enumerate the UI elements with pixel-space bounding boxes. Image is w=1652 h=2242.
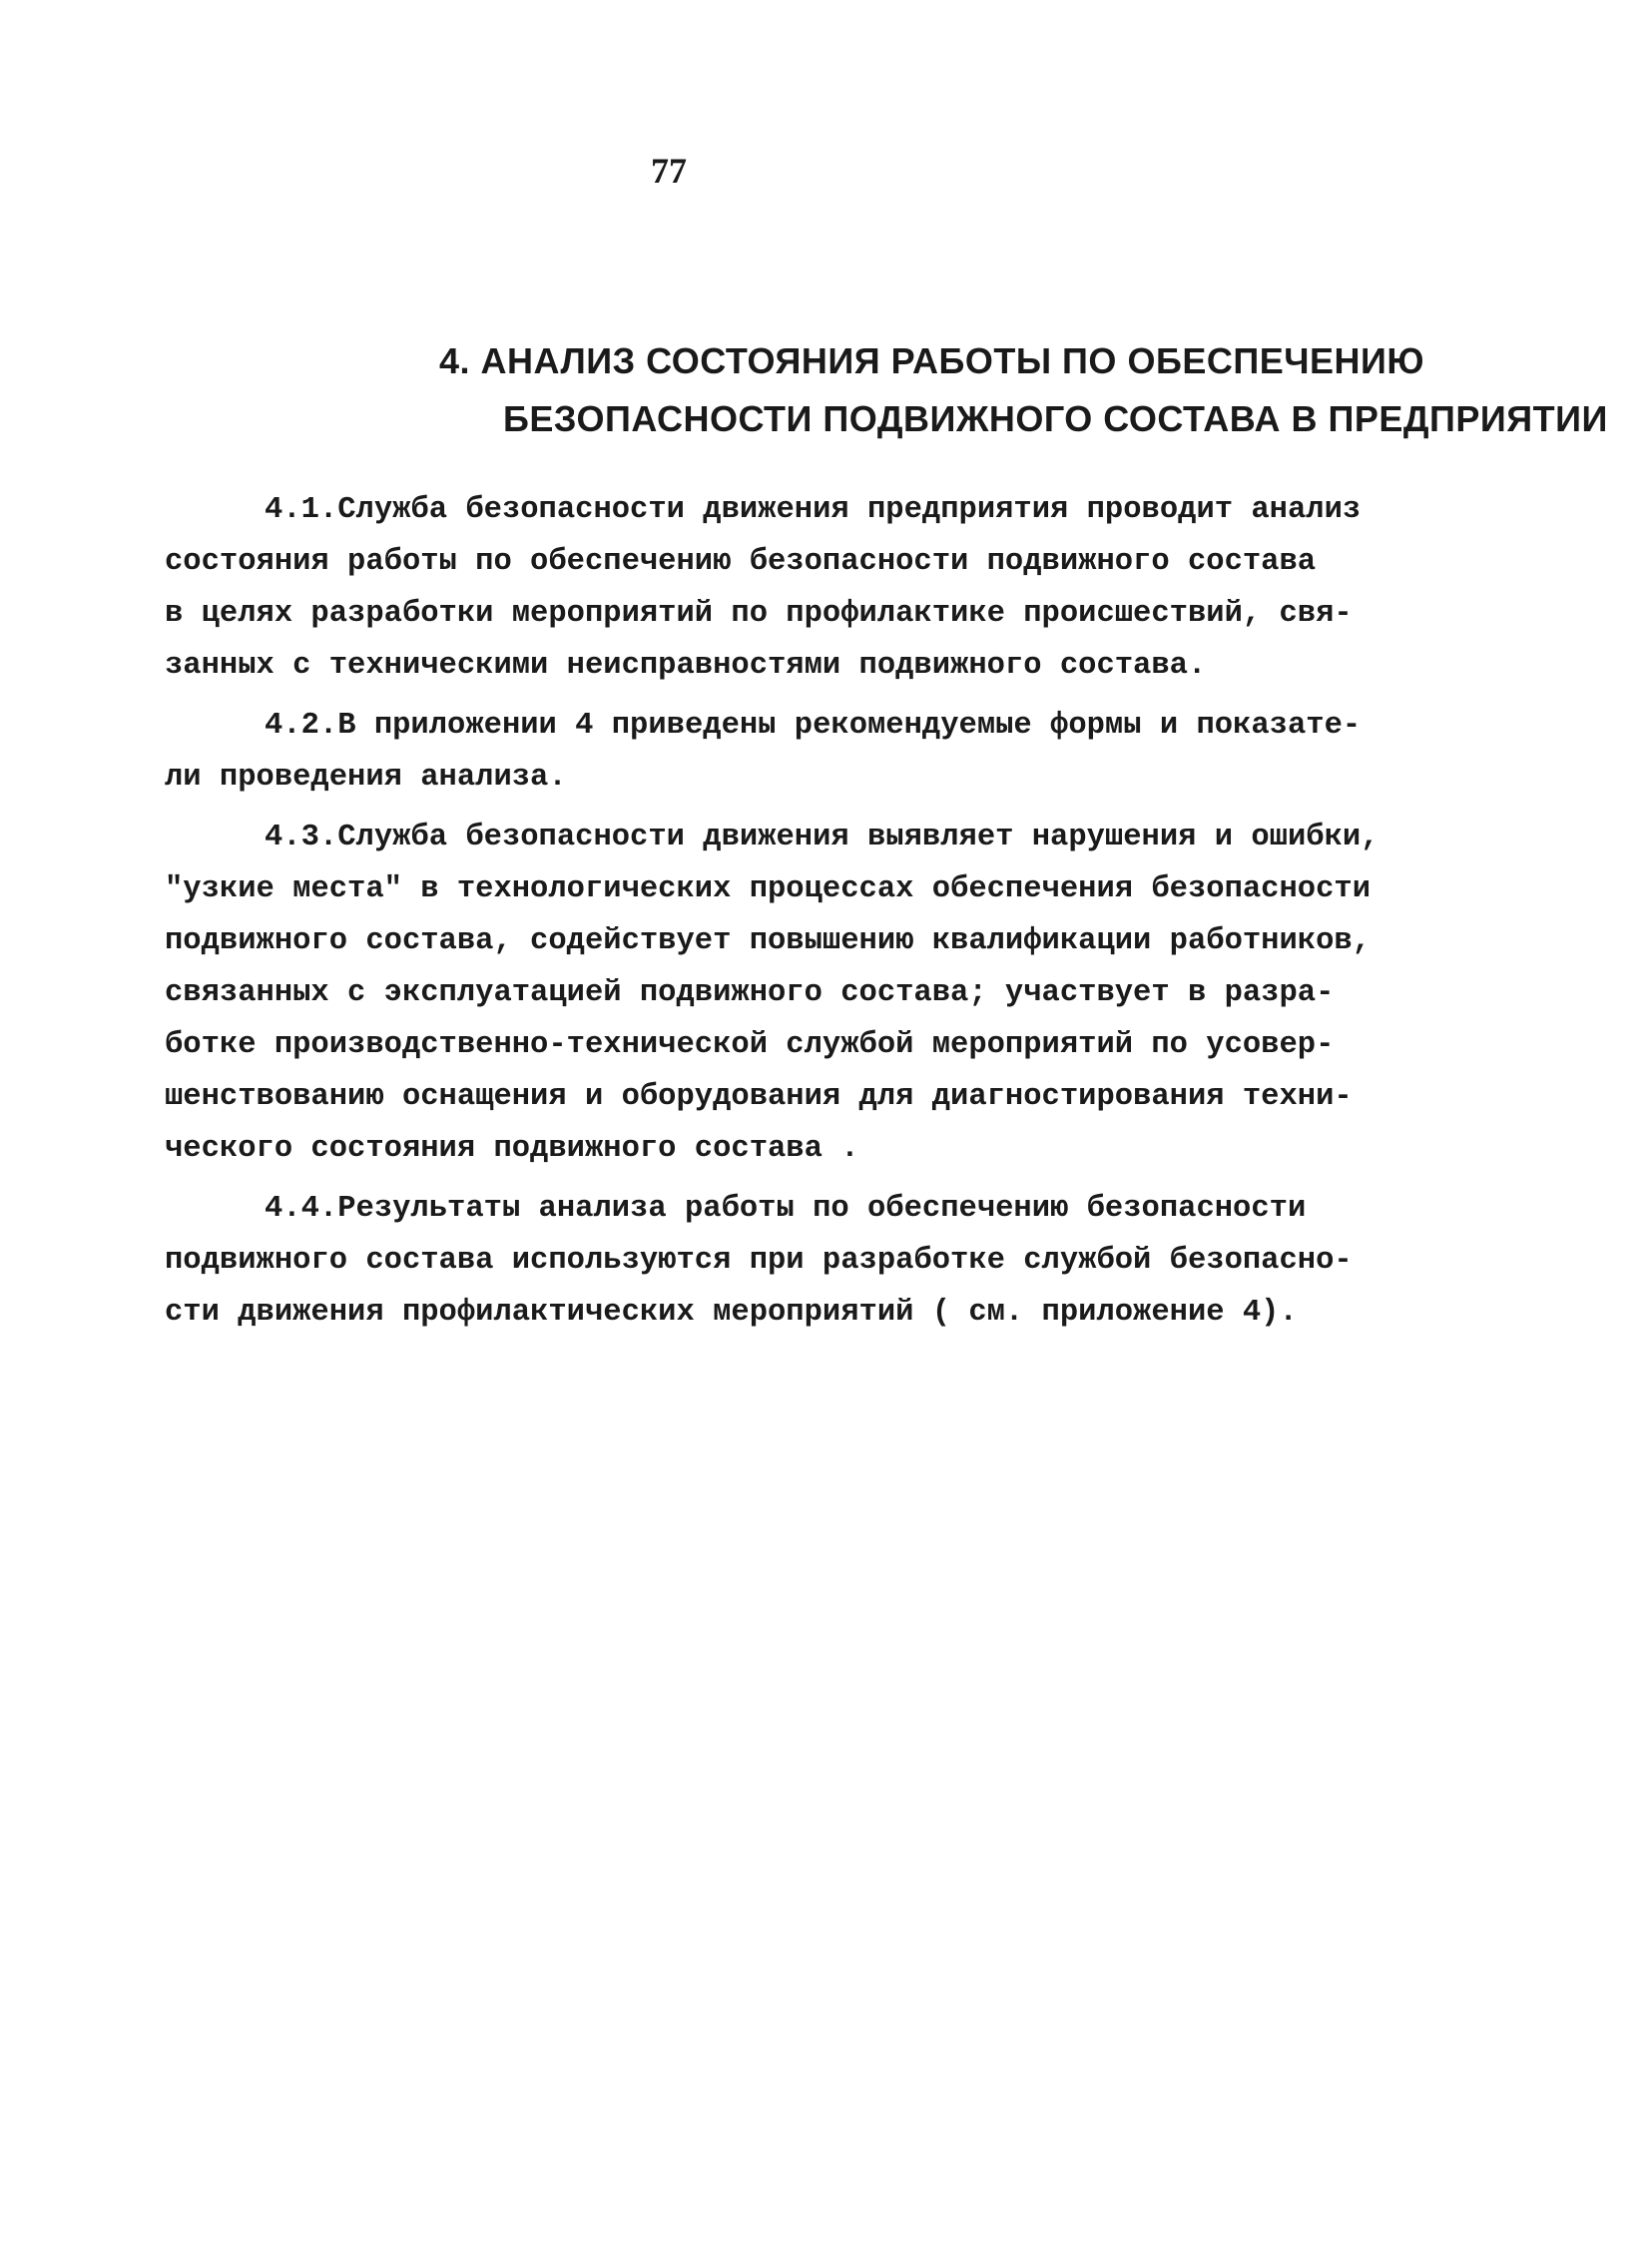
text-line: в целях разработки мероприятий по профилактике происшествий, свя- bbox=[165, 597, 1353, 631]
section-heading bbox=[439, 332, 1608, 448]
page-number: 77 bbox=[651, 151, 687, 191]
paragraph-4-3 bbox=[165, 812, 1492, 1175]
text-line: 4.4.Результаты анализа работы по обеспечению безопасности bbox=[265, 1192, 1307, 1226]
section-body bbox=[165, 484, 1492, 1347]
text-line: занных с техническими неисправностями подвижного состава. bbox=[165, 649, 1207, 683]
paragraph-4-4 bbox=[165, 1183, 1492, 1339]
text-line: подвижного состава, содействует повышению квалификации работников, bbox=[165, 924, 1371, 958]
paragraph-4-1 bbox=[165, 484, 1492, 692]
section-heading-line-1: 4. АНАЛИЗ СОСТОЯНИЯ РАБОТЫ ПО ОБЕСПЕЧЕНИЮ bbox=[439, 340, 1425, 381]
text-line: ботке производственно-технической службой мероприятий по усовер- bbox=[165, 1028, 1335, 1062]
section-heading-line-2: БЕЗОПАСНОСТИ ПОДВИЖНОГО СОСТАВА В ПРЕДПРИЯТИИ bbox=[503, 398, 1608, 439]
text-line: сти движения профилактических мероприятий ( см. приложение 4). bbox=[165, 1296, 1298, 1330]
text-line: состояния работы по обеспечению безопасности подвижного состава bbox=[165, 545, 1317, 579]
text-line: "узкие места" в технологических процессах обеспечения безопасности bbox=[165, 872, 1371, 906]
text-line: связанных с эксплуатацией подвижного состава; участвует в разра- bbox=[165, 976, 1335, 1010]
text-line: 4.2.В приложении 4 приведены рекомендуемые формы и показате- bbox=[265, 709, 1362, 743]
text-line: 4.1.Служба безопасности движения предприятия проводит анализ bbox=[265, 493, 1362, 527]
text-line: подвижного состава используются при разработке службой безопасно- bbox=[165, 1244, 1353, 1278]
text-line: шенствованию оснащения и оборудования для диагностирования техни- bbox=[165, 1080, 1353, 1114]
text-line: ческого состояния подвижного состава . bbox=[165, 1132, 859, 1166]
paragraph-4-2 bbox=[165, 700, 1492, 804]
text-line: 4.3.Служба безопасности движения выявляет нарушения и ошибки, bbox=[265, 821, 1379, 854]
text-line: ли проведения анализа. bbox=[165, 761, 567, 795]
